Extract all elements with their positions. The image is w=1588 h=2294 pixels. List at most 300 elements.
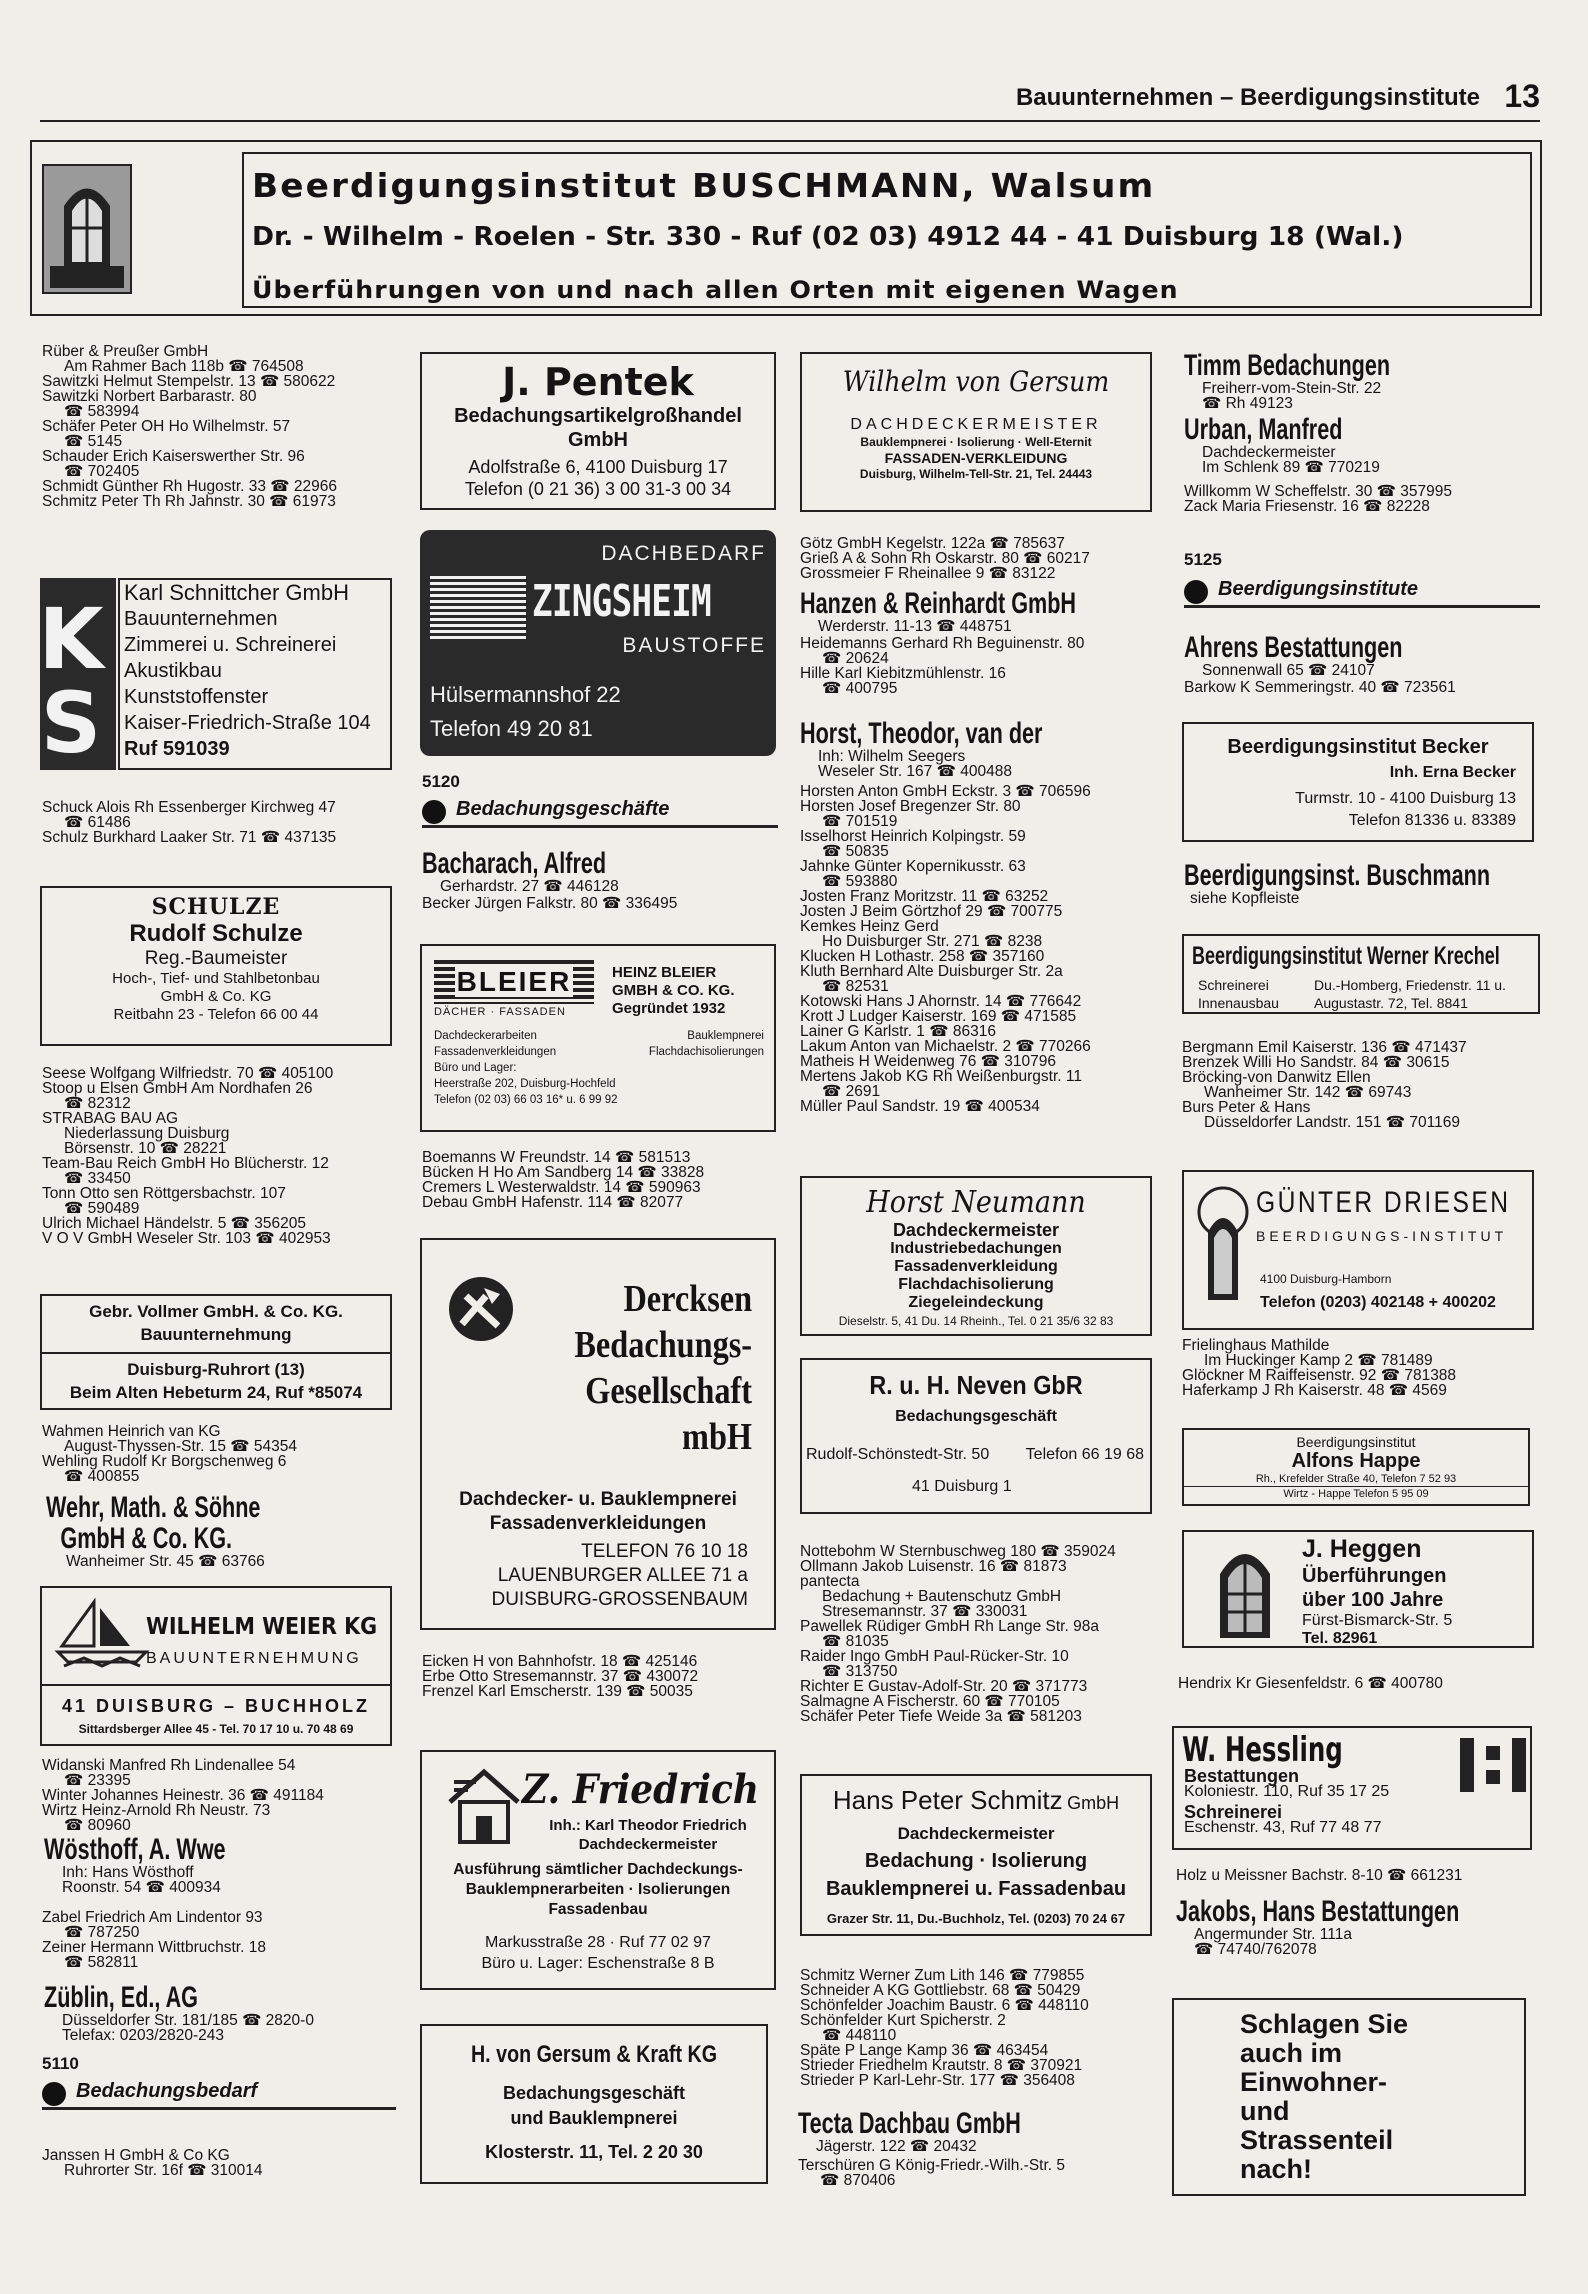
bold-company-name: GmbH & Co. KG. <box>60 1522 233 1555</box>
ad-line: Bedachungs- <box>574 1324 752 1366</box>
ks-logo: KS <box>40 578 116 770</box>
bold-company-name: Ahrens Bestattungen <box>1184 631 1403 664</box>
ad-line: Hoch-, Tief- und Stahlbetonbau <box>112 970 320 987</box>
list-item: Müller Paul Sandstr. 19 ☎ 400534 <box>800 1098 1040 1115</box>
list-item: Telefax: 0203/2820-243 <box>62 2027 225 2044</box>
page-header <box>40 78 1540 122</box>
company-name: Beerdigungsinstitut Werner Krechel <box>1192 942 1500 970</box>
ad-line: Bauunternehmung <box>140 1325 292 1344</box>
krechel-ad <box>1182 934 1540 1014</box>
list-item: Sawitzki Helmut Stempelstr. 13 ☎ 580622 <box>42 373 336 390</box>
section-title: Bedachungsbedarf <box>42 2080 396 2103</box>
list-item: Bergmann Emil Kaiserstr. 136 ☎ 471437 <box>1182 1039 1467 1056</box>
ad-line: Rh., Krefelder Straße 40, Telefon 7 52 93 <box>1255 1473 1457 1485</box>
section-rule <box>42 2107 396 2110</box>
bold-company-name: Horst, Theodor, van der <box>800 717 1043 750</box>
list-item: Ollmann Jakob Luisenstr. 16 ☎ 81873 <box>800 1558 1067 1575</box>
company-name: GÜNTER DRIESEN <box>1256 1186 1511 1219</box>
ad-line: auch im <box>1240 2038 1343 2068</box>
col3-list-c <box>800 784 1160 1114</box>
ad-line: Turmstr. 10 - 4100 Duisburg 13 <box>1295 790 1516 807</box>
list-item: Börsenstr. 10 ☎ 28221 <box>64 1140 227 1157</box>
company-name: ZINGSHEIM <box>532 576 711 627</box>
ad-line: Tel. 82961 <box>1302 1630 1378 1647</box>
ad-line: Eschenstr. 43, Ruf 77 48 77 <box>1184 1819 1382 1836</box>
friedrich-ad <box>420 1750 776 1990</box>
ad-line: Kaiser-Friedrich-Straße 104 <box>124 712 371 734</box>
list-item: Willkomm W Scheffelstr. 30 ☎ 357995 <box>1184 483 1452 500</box>
list-item: Ho Duisburger Str. 271 ☎ 8238 <box>822 933 1043 950</box>
heggen-ad <box>1182 1530 1534 1648</box>
list-item: Hille Karl Kiebitzmühlenstr. 16 <box>800 665 1006 682</box>
list-item: Ruhrorter Str. 16f ☎ 310014 <box>64 2162 263 2179</box>
ad-line: Beerdigungsinstitut <box>1296 1434 1416 1450</box>
list-item: Grieß A & Sohn Rh Oskarstr. 80 ☎ 60217 <box>800 550 1090 567</box>
hessling-ad <box>1172 1726 1532 1850</box>
ad-line: Bestattungen <box>1184 1766 1300 1786</box>
col3-list-b <box>800 636 1160 696</box>
ad-line: Markusstraße 28 · Ruf 77 02 97 <box>485 1934 711 1951</box>
list-item: Inh: Wilhelm Seegers <box>818 748 966 765</box>
ad-line: nach! <box>1240 2154 1313 2184</box>
ad-phone: Telefon (0203) 402148 + 400202 <box>1260 1294 1496 1311</box>
ad-phone: Klosterstr. 11, Tel. 2 20 30 <box>485 2142 703 2162</box>
ad-line: Fassadenverkleidungen <box>434 1046 557 1058</box>
list-item: V O V GmbH Weseler Str. 103 ☎ 402953 <box>42 1230 331 1247</box>
ad-line: 41 DUISBURG – BUCHHOLZ <box>42 1684 390 1717</box>
company-name: J. Pentek <box>502 360 694 404</box>
list-item: Düsseldorfer Landstr. 151 ☎ 701169 <box>1204 1114 1460 1131</box>
bleier-details <box>434 1028 764 1108</box>
company-name: Dercksen <box>623 1278 752 1320</box>
ad-line: Wirtz - Happe Telefon 5 95 09 <box>1184 1486 1528 1501</box>
list-item: Zeiner Hermann Wittbruchstr. 18 <box>42 1939 266 1956</box>
list-item: Schönfelder Kurt Spicherstr. 2 <box>800 2012 1006 2029</box>
ad-line: Duisburg, Wilhelm-Tell-Str. 21, Tel. 24443 <box>859 467 1093 481</box>
list-item: Winter Johannes Heinestr. 36 ☎ 491184 <box>42 1787 324 1804</box>
dercksen-info <box>422 1488 774 1612</box>
list-item: Wehling Rudolf Kr Borgschenweg 6 <box>42 1453 287 1470</box>
ad-line: Fassadenbau <box>548 1901 648 1918</box>
ad-line: Adolfstraße 6, 4100 Duisburg 17 <box>468 457 728 477</box>
ad-phone: Telefon 66 19 68 <box>1025 1446 1144 1463</box>
list-item: ☎ 870406 <box>820 2172 896 2189</box>
list-item: Ulrich Michael Händelstr. 5 ☎ 356205 <box>42 1215 306 1232</box>
list-item: Düsseldorfer Str. 181/185 ☎ 2820-0 <box>62 2012 314 2029</box>
list-item: Raider Ingo GmbH Paul-Rücker-Str. 10 <box>800 1648 1069 1665</box>
ad-line: Bauklempnerei · Isolierung · Well-Eternit <box>860 435 1092 449</box>
section-title: Beerdigungsinstitute <box>1184 578 1540 601</box>
ad-line: Rudolf-Schönstedt-Str. 50 <box>806 1446 990 1463</box>
list-item: ☎ Rh 49123 <box>1202 395 1293 412</box>
ad-line: BAUUNTERNEHMUNG <box>146 1650 362 1667</box>
schmitz-ad <box>800 1774 1152 1936</box>
ad-line: Fassadenverkleidung <box>894 1258 1058 1275</box>
bold-company-name: Wösthoff, A. Wwe <box>44 1833 226 1866</box>
company-name: J. Heggen <box>1302 1535 1422 1563</box>
list-item: Sawitzki Norbert Barbarastr. 80 <box>42 388 257 405</box>
ad-line: Flachdachisolierung <box>898 1276 1054 1293</box>
company-name: Hans Peter Schmitz <box>832 1785 1063 1815</box>
company-name: WILHELM WEIER KG <box>146 1614 378 1640</box>
list-item: ☎ 400795 <box>822 680 898 697</box>
ad-line: Ausführung sämtlicher Dachdeckungs- <box>453 1861 743 1878</box>
col1-list-g <box>42 2148 402 2178</box>
chapel-icon <box>1194 1184 1252 1304</box>
list-item: ☎ 61486 <box>64 814 131 831</box>
list-item: Angermunder Str. 111a <box>1194 1926 1352 1943</box>
ad-line: Dachdeckerarbeiten <box>434 1030 537 1042</box>
list-item: Schulz Burkhard Laaker Str. 71 ☎ 437135 <box>42 829 337 846</box>
bleier-header <box>612 964 735 1018</box>
list-item: Wanheimer Str. 142 ☎ 69743 <box>1204 1084 1412 1101</box>
ad-line: Bauklempnerei u. Fassadenbau <box>825 1878 1127 1900</box>
list-item: Gerhardstr. 27 ☎ 446128 <box>440 878 619 895</box>
list-item: Kemkes Heinz Gerd <box>800 918 939 935</box>
list-item: Horsten Anton GmbH Eckstr. 3 ☎ 706596 <box>800 783 1091 800</box>
list-item: Inh: Hans Wösthoff <box>62 1864 194 1881</box>
col2-list-b <box>422 1150 782 1210</box>
ad-line: BEERDIGUNGS-INSTITUT <box>1256 1228 1508 1244</box>
company-name: Karl Schnittcher GmbH <box>124 580 349 605</box>
col4-list-e <box>1178 1676 1538 1691</box>
company-name: Z. Friedrich <box>522 1766 760 1813</box>
list-item: Salmagne A Fischerstr. 60 ☎ 770105 <box>800 1693 1060 1710</box>
list-item: ☎ 2691 <box>822 1083 881 1100</box>
bold-company-name: Tecta Dachbau GmbH <box>798 2107 1021 2140</box>
section-number: 5110 <box>42 2054 79 2073</box>
ad-line: Dieselstr. 5, 41 Du. 14 Rheinh., Tel. 0 21 35/6 32 83 <box>838 1314 1114 1328</box>
col1-list-c <box>42 1066 402 1246</box>
list-item: ☎ 82531 <box>822 978 889 995</box>
list-item: ☎ 82312 <box>64 1095 131 1112</box>
list-item: Lainer G Karlstr. 1 ☎ 86316 <box>800 1023 996 1040</box>
ad-phone: Ruf 591039 <box>124 738 230 760</box>
list-item: Richter E Gustav-Adolf-Str. 20 ☎ 371773 <box>800 1678 1088 1695</box>
company-name: R. u. H. Neven GbR <box>869 1370 1083 1400</box>
ad-line: Einwohner- <box>1240 2067 1387 2097</box>
dercksen-ad <box>420 1238 776 1630</box>
page-running-title: Bauunternehmen – Beerdigungsinstitute <box>1015 84 1480 111</box>
ad-line: Bauunternehmen <box>124 608 278 630</box>
list-item: ☎ 787250 <box>64 1924 140 1941</box>
ad-line: 41 Duisburg 1 <box>912 1478 1012 1495</box>
ad-line: Reg.-Baumeister <box>144 948 288 969</box>
schnittcher-text <box>118 578 392 770</box>
jakobs-entry <box>1176 1896 1536 1957</box>
ad-line: Heerstraße 202, Duisburg-Hochfeld <box>434 1078 616 1090</box>
company-name: Horst Neumann <box>866 1185 1086 1220</box>
list-item: Götz GmbH Kegelstr. 122a ☎ 785637 <box>800 535 1065 552</box>
timm-entry <box>1184 350 1544 411</box>
list-item: Sonnenwall 65 ☎ 24107 <box>1202 662 1375 679</box>
bleier-ad <box>420 944 776 1132</box>
list-item: Schäfer Peter OH Ho Wilhelmstr. 57 <box>42 418 291 435</box>
ad-line: GMBH & CO. KG. <box>612 982 735 999</box>
list-item: Janssen H GmbH & Co KG <box>42 2147 230 2164</box>
list-item: ☎ 81035 <box>822 1633 889 1650</box>
col3-list-e <box>800 1968 1160 2088</box>
page-number: 13 <box>1504 78 1540 114</box>
list-item: Frenzel Karl Emscherstr. 139 ☎ 50035 <box>422 1683 693 1700</box>
house-icon <box>446 1768 522 1848</box>
list-item: Schönfelder Joachim Baustr. 6 ☎ 448110 <box>800 1997 1089 2014</box>
bold-company-name: Hanzen & Reinhardt GmbH <box>800 587 1077 620</box>
company-name: Rudolf Schulze <box>129 920 303 947</box>
list-item: Debau GmbH Hafenstr. 114 ☎ 82077 <box>422 1194 684 1211</box>
list-item: ☎ 583994 <box>64 403 140 420</box>
list-item: Schuck Alois Rh Essenberger Kirchweg 47 <box>42 799 336 816</box>
ad-line: DACHBEDARF <box>601 542 766 565</box>
list-item: Frielinghaus Mathilde <box>1182 1337 1330 1354</box>
woesthoff-entry <box>44 1834 404 1895</box>
list-item: Schneider A KG Gottliebstr. 68 ☎ 50429 <box>800 1982 1081 1999</box>
pentek-ad <box>420 352 776 510</box>
list-item: Dachdeckermeister <box>1202 444 1336 461</box>
sailboat-icon <box>54 1598 150 1670</box>
list-item: Niederlassung Duisburg <box>64 1125 230 1142</box>
schulze-ad <box>40 886 392 1046</box>
list-item: ☎ 50835 <box>822 843 889 860</box>
list-item: STRABAG BAU AG <box>42 1110 179 1127</box>
urban-entry <box>1184 414 1544 475</box>
col1-list-d <box>42 1424 402 1484</box>
ad-line: DUISBURG-GROSSENBAUM <box>491 1589 748 1610</box>
list-item: Wanheimer Str. 45 ☎ 63766 <box>66 1553 265 1570</box>
col3-list-f <box>798 2158 1158 2188</box>
list-item: Isselhorst Heinrich Kolpingstr. 59 <box>800 828 1026 845</box>
ad-line: Dachdecker- u. Bauklempnerei <box>459 1489 737 1510</box>
list-item: ☎ 80960 <box>64 1817 131 1834</box>
company-name: Gebr. Vollmer GmbH. & Co. KG. <box>89 1302 343 1321</box>
neumann-ad <box>800 1176 1152 1336</box>
banner-tagline: Überführungen von und nach allen Orten mit eigenen Wagen <box>252 276 1179 304</box>
list-item: Mertens Jakob KG Rh Weißenburgstr. 11 <box>800 1068 1082 1085</box>
list-item: pantecta <box>800 1573 860 1590</box>
gersum-kraft-ad <box>420 2024 768 2184</box>
ad-line: GmbH <box>568 429 628 451</box>
list-item: Im Huckinger Kamp 2 ☎ 781489 <box>1204 1352 1433 1369</box>
list-item: Stoop u Elsen GmbH Am Nordhafen 26 <box>42 1080 313 1097</box>
list-item: Barkow K Semmeringstr. 40 ☎ 723561 <box>1184 679 1456 696</box>
bacharach-entry <box>422 848 782 894</box>
ad-line: 4100 Duisburg-Hamborn <box>1260 1272 1392 1286</box>
ad-line: Bedachungsgeschäft <box>895 1408 1057 1425</box>
list-item: Seese Wolfgang Wilfriedstr. 70 ☎ 405100 <box>42 1065 334 1082</box>
list-item: Roonstr. 54 ☎ 400934 <box>62 1879 221 1896</box>
list-item: August-Thyssen-Str. 15 ☎ 54354 <box>64 1438 297 1455</box>
ad-line: Akustikbau <box>124 660 222 682</box>
list-item: Josten Franz Moritzstr. 11 ☎ 63252 <box>800 888 1049 905</box>
list-item: Bröcking-von Danwitz Ellen <box>1182 1069 1371 1086</box>
ad-line: GmbH & Co. KG <box>160 988 272 1005</box>
list-item: ☎ 590489 <box>64 1200 140 1217</box>
list-item: Zabel Friedrich Am Lindentor 93 <box>42 1909 263 1926</box>
ad-line: BAUSTOFFE <box>622 634 766 657</box>
list-item: siehe Kopfleiste <box>1190 890 1300 907</box>
bleier-logo <box>434 960 594 1004</box>
ad-line: Büro u. Lager: Eschenstraße 8 B <box>481 1955 715 1972</box>
section-beerdigungsinstitute <box>1184 550 1540 608</box>
becker-ad <box>1182 722 1534 842</box>
section-rule <box>422 825 778 828</box>
col1-list-a <box>42 344 402 509</box>
ad-line: Innenausbau <box>1198 995 1279 1011</box>
ad-line: Dachdeckermeister <box>897 1824 1055 1843</box>
bold-company-name: Bacharach, Alfred <box>422 847 607 880</box>
list-item: Rüber & Preußer GmbH <box>42 343 209 360</box>
ad-line: Inh. Erna Becker <box>1389 764 1516 781</box>
hessling-details <box>1184 1768 1389 1836</box>
ad-line: Bauklempnerei <box>687 1030 764 1042</box>
dercksen-title <box>574 1276 752 1460</box>
ad-phone: TELEFON 76 10 18 <box>581 1541 748 1562</box>
col4-list-c <box>1182 1040 1542 1130</box>
ad-line: Hülsermannshof 22 <box>430 682 621 707</box>
ad-line: Reitbahn 23 - Telefon 66 00 44 <box>113 1006 319 1023</box>
list-item: Schmitz Werner Zum Lith 146 ☎ 779855 <box>800 1967 1085 1984</box>
hessling-logo-icon <box>1460 1738 1526 1792</box>
heggen-address <box>1302 1612 1452 1648</box>
list-item: Glöckner M Raiffeisenstr. 92 ☎ 781388 <box>1182 1367 1457 1384</box>
list-item: Kluth Bernhard Alte Duisburger Str. 2a <box>800 963 1063 980</box>
col3-list-d <box>800 1544 1160 1724</box>
bold-company-name: Züblin, Ed., AG <box>44 1981 198 2014</box>
ad-line: Dachdeckermeister <box>578 1836 718 1853</box>
col2-list-c <box>422 1654 782 1699</box>
ad-line: Büro und Lager: <box>434 1062 517 1074</box>
ad-line: Du.-Homberg, Friedenstr. 11 u. <box>1314 977 1506 993</box>
list-item: Schmitz Peter Th Rh Jahnstr. 30 ☎ 61973 <box>42 493 336 510</box>
col4-list-b <box>1184 680 1544 695</box>
vollmer-ad <box>40 1294 392 1410</box>
ad-line: über 100 Jahre <box>1302 1589 1444 1611</box>
ad-line: Flachdachisolierungen <box>648 1046 764 1058</box>
list-item: Schauder Erich Kaiserswerther Str. 96 <box>42 448 305 465</box>
list-item: Burs Peter & Hans <box>1182 1099 1311 1116</box>
krechel-left <box>1198 976 1279 1012</box>
ad-phone: Telefon 49 20 81 <box>430 716 593 741</box>
ad-line: Schreinerei <box>1184 1802 1283 1822</box>
list-item: ☎ 23395 <box>64 1772 131 1789</box>
col2-list-a <box>422 896 782 911</box>
company-name: W. Hessling <box>1182 1730 1343 1770</box>
col4-list-d <box>1182 1338 1542 1398</box>
friedrich-services <box>422 1860 774 1920</box>
list-item: Späte P Lange Kamp 36 ☎ 463454 <box>800 2042 1049 2059</box>
company-name: HEINZ BLEIER <box>612 964 717 981</box>
list-item: ☎ 33450 <box>64 1170 131 1187</box>
list-item: ☎ 701519 <box>822 813 898 830</box>
ad-line: Bauklempnerarbeiten · Isolierungen <box>465 1881 731 1898</box>
schmitz-title <box>802 1784 1150 1821</box>
col1-list-e <box>42 1758 402 1833</box>
company-name: H. von Gersum & Kraft KG <box>470 2041 718 2068</box>
ad-line: DACHDECKERMEISTER <box>850 416 1102 433</box>
list-item: Schäfer Peter Tiefe Weide 3a ☎ 581203 <box>800 1708 1082 1725</box>
bold-company-name: Jakobs, Hans Bestattungen <box>1176 1895 1460 1928</box>
list-item: ☎ 593880 <box>822 873 898 890</box>
section-title: Bedachungsgeschäfte <box>422 798 778 821</box>
schlagen-notice <box>1172 1998 1526 2196</box>
ad-line: Gegründet 1932 <box>612 1000 726 1017</box>
happe-ad <box>1182 1428 1530 1506</box>
ad-line: Beim Alten Hebeturm 24, Ruf *85074 <box>69 1383 363 1402</box>
list-item: Im Schlenk 89 ☎ 770219 <box>1202 459 1380 476</box>
list-item: Freiherr-vom-Stein-Str. 22 <box>1202 380 1382 397</box>
ad-line: Bedachungsgeschäft <box>502 2083 686 2103</box>
list-item: ☎ 400855 <box>64 1468 140 1485</box>
krechel-right <box>1314 976 1506 1012</box>
list-item: Tonn Otto sen Röttgersbachstr. 107 <box>42 1185 286 1202</box>
list-item: Horsten Josef Bregenzer Str. 80 <box>800 798 1021 815</box>
ad-line: Inh.: Karl Theodor Friedrich <box>549 1817 747 1834</box>
ad-line: und <box>1240 2096 1290 2126</box>
horst-entry <box>800 718 1160 779</box>
wilhelm-gersum-ad <box>800 352 1152 512</box>
col1-list-b <box>42 800 402 845</box>
list-item: Pawellek Rüdiger GmbH Rh Lange Str. 98a <box>800 1618 1099 1635</box>
list-item: Jahnke Günter Kopernikusstr. 63 <box>800 858 1026 875</box>
ad-phone: Telefon 81336 u. 83389 <box>1348 812 1516 829</box>
ad-line: Koloniestr. 110, Ruf 35 17 25 <box>1184 1783 1390 1800</box>
list-item: Wahmen Heinrich van KG <box>42 1423 221 1440</box>
company-name: Wilhelm von Gersum <box>842 365 1110 398</box>
col1-list-f <box>42 1910 402 1970</box>
ad-line: DÄCHER · FASSADEN <box>434 1006 566 1018</box>
church-window-icon <box>1214 1538 1276 1640</box>
list-item: ☎ 74740/762078 <box>1194 1941 1317 1958</box>
list-item: Klucken H Lothastr. 258 ☎ 357160 <box>800 948 1045 965</box>
ad-line: Bedachung · Isolierung <box>864 1850 1088 1872</box>
list-item: Werderstr. 11-13 ☎ 448751 <box>818 618 1012 635</box>
bold-company-name: Wehr, Math. & Söhne <box>46 1491 261 1524</box>
list-item: ☎ 5145 <box>64 433 123 450</box>
ad-line: Gesellschaft <box>585 1370 752 1412</box>
list-item: Cremers L Westerwaldstr. 14 ☎ 590963 <box>422 1179 701 1196</box>
tecta-entry <box>798 2108 1158 2154</box>
ad-line: Grazer Str. 11, Du.-Buchholz, Tel. (0203) 70 24 67 <box>826 1911 1126 1926</box>
buschmann-banner <box>30 140 1542 316</box>
list-item: Erbe Otto Stresemannstr. 37 ☎ 430072 <box>422 1668 699 1685</box>
list-item: ☎ 582811 <box>64 1954 139 1971</box>
list-item: Brenzek Willi Ho Sandstr. 84 ☎ 30615 <box>1182 1054 1450 1071</box>
list-item: ☎ 20624 <box>822 650 889 667</box>
ad-line: und Bauklempnerei <box>510 2108 678 2128</box>
list-item: Grossmeier F Rheinallee 9 ☎ 83122 <box>800 565 1056 582</box>
ad-line: FASSADEN-VERKLEIDUNG <box>884 450 1068 466</box>
ad-line: Telefon (02 03) 66 03 16* u. 6 99 92 <box>434 1094 618 1106</box>
schnittcher-ad <box>22 578 392 770</box>
list-item: Bücken H Ho Am Sandberg 14 ☎ 33828 <box>422 1164 705 1181</box>
list-item: Lakum Anton van Michaelstr. 2 ☎ 770266 <box>800 1038 1091 1055</box>
list-item: Becker Jürgen Falkstr. 80 ☎ 336495 <box>422 895 678 912</box>
list-item: Heidemanns Gerhard Rh Beguinenstr. 80 <box>800 635 1085 652</box>
section-rule <box>1184 605 1540 608</box>
ad-line: Überführungen <box>1302 1565 1447 1587</box>
banner-title: Beerdigungsinstitut BUSCHMANN, Walsum <box>252 166 1156 205</box>
ad-line: Dachdeckermeister <box>892 1220 1060 1240</box>
list-item: Josten J Beim Görtzhof 29 ☎ 700775 <box>800 903 1063 920</box>
col4-list-f <box>1176 1868 1536 1883</box>
heggen-claim <box>1302 1564 1446 1612</box>
list-item: ☎ 313750 <box>822 1663 898 1680</box>
list-item: Haferkamp J Rh Kaiserstr. 48 ☎ 4569 <box>1182 1382 1447 1399</box>
company-name: Alfons Happe <box>1291 1450 1421 1472</box>
list-item: Team-Bau Reich GmbH Ho Blücherstr. 12 <box>42 1155 329 1172</box>
list-item: ☎ 702405 <box>64 463 140 480</box>
driesen-ad <box>1182 1170 1534 1330</box>
